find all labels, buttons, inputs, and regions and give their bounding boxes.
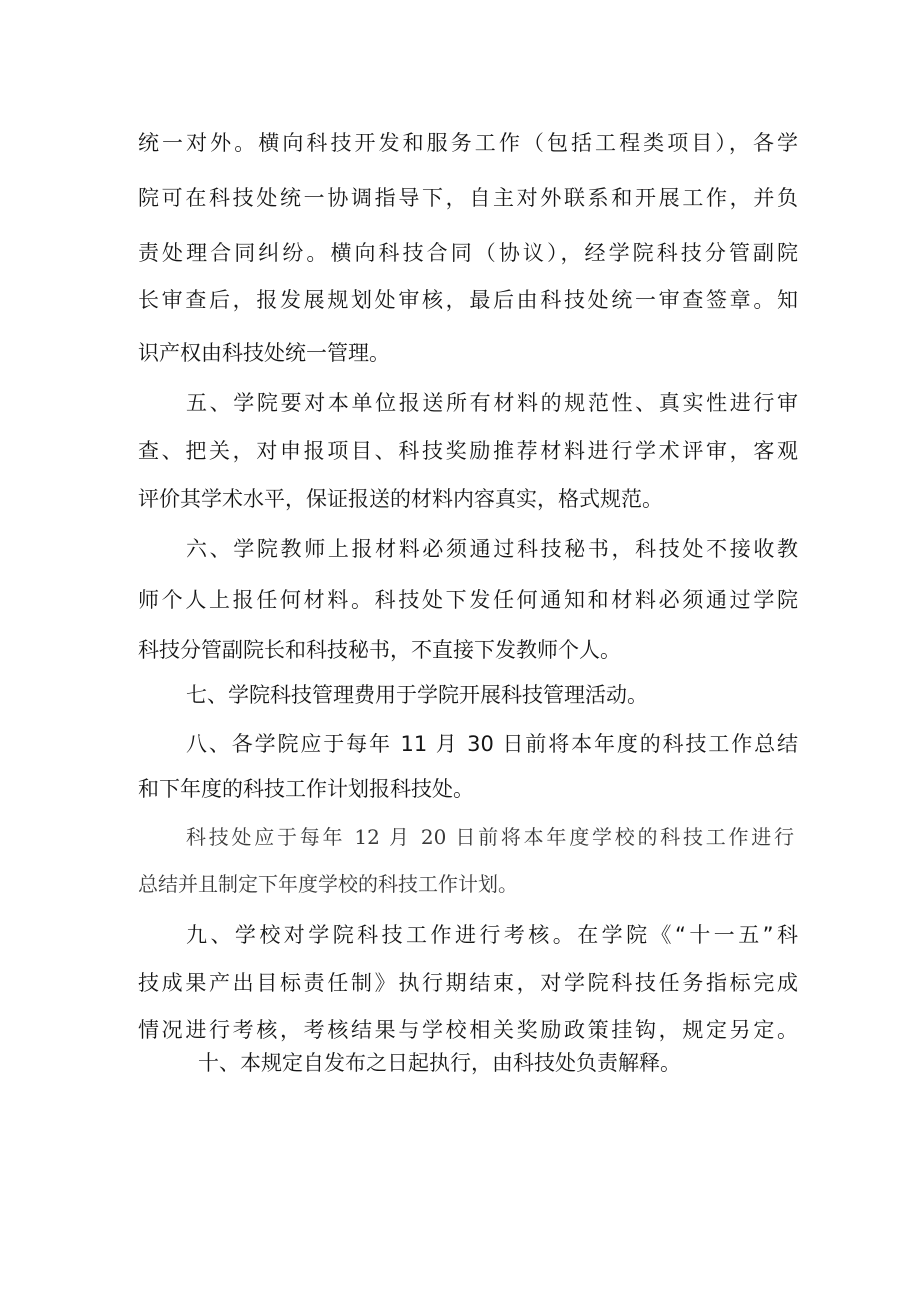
- text-line: 技成果产出目标责任制》执行期结束，对学院科技任务指标完成: [138, 971, 798, 995]
- text-line: 科技分管副院长和科技秘书，不直接下发教师个人。: [138, 638, 621, 662]
- text-line: 五、学院要对本单位报送所有材料的规范性、真实性进行审: [186, 391, 798, 415]
- text-line: 和下年度的科技工作计划报科技处。: [138, 777, 474, 801]
- text-line: 统一对外。横向科技开发和服务工作（包括工程类项目），各学: [138, 131, 798, 155]
- text-line: 九、学校对学院科技工作进行考核。在学院《“十一五”科: [186, 923, 798, 947]
- text-line: 七、学院科技管理费用于学院开展科技管理活动。: [186, 683, 648, 707]
- text-line: 查、把关，对申报项目、科技奖励推荐材料进行学术评审，客观: [138, 439, 798, 463]
- text-line: 科技处应于每年 12 月 20 日前将本年度学校的科技工作进行: [186, 825, 794, 849]
- text-line: 十、本规定自发布之日起执行，由科技处负责解释。: [198, 1051, 681, 1075]
- text-line: 师个人上报任何材料。科技处下发任何通知和材料必须通过学院: [138, 588, 798, 612]
- text-line: 长审查后，报发展规划处审核，最后由科技处统一审查签章。知: [138, 288, 798, 312]
- text-line: 总结并且制定下年度学校的科技工作计划。: [138, 872, 518, 896]
- text-line: 评价其学术水平，保证报送的材料内容真实，格式规范。: [138, 487, 663, 511]
- text-line: 六、学院教师上报材料必须通过科技秘书，科技处不接收教: [186, 537, 798, 561]
- text-line: 情况进行考核，考核结果与学校相关奖励政策挂钩，规定另定。: [138, 1018, 798, 1042]
- text-line: 院可在科技处统一协调指导下，自主对外联系和开展工作，并负: [138, 186, 798, 210]
- text-line: 责处理合同纠纷。横向科技合同（协议），经学院科技分管副院: [138, 241, 798, 265]
- text-line: 八、各学院应于每年 11 月 30 日前将本年度的科技工作总结: [186, 732, 798, 756]
- text-line: 识产权由科技处统一管理。: [138, 341, 390, 365]
